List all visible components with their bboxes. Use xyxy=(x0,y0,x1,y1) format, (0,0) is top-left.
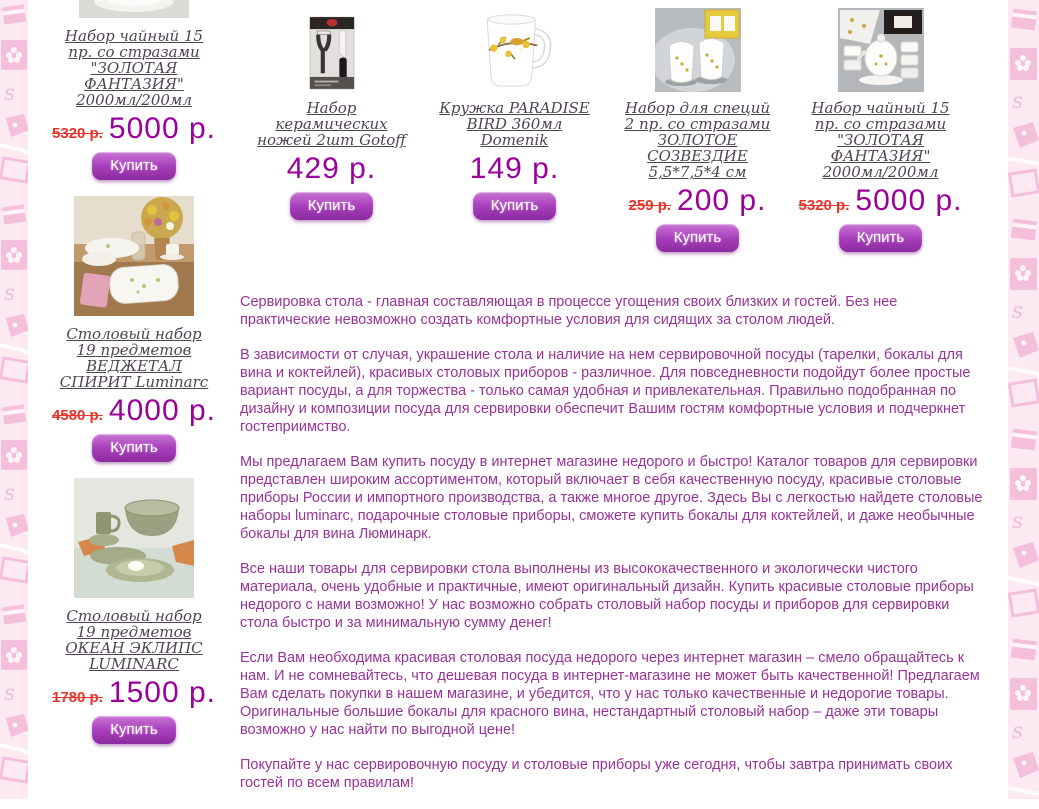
price-row xyxy=(789,184,972,218)
product-link[interactable]: Столовый набор 19 предметов ОКЕАН ЭКЛИПС LUMINARC xyxy=(65,607,203,673)
price: 1500 р. xyxy=(108,676,216,709)
product-image-dinner-set-floral[interactable] xyxy=(28,196,240,316)
price-row xyxy=(28,676,240,710)
price: 200 р. xyxy=(677,184,767,217)
product-link[interactable]: Набор керамических ножей 2шт Gotoff xyxy=(257,99,406,149)
product-image-ceramic-knives[interactable] xyxy=(240,0,423,92)
old-price: 4580 р. xyxy=(52,407,103,424)
article-paragraph: Если Вам необходима красивая столовая посуда недорого через интернет магазин – смело обращайтесь к нам. И не сомневайтесь, что дешевая посуда в интернет-магазине не может быть качественной! Предлагаем Вам сделать покупки в нашем магазине, и убедится, что у нас только качественные и недорогие товары. Оригинальные большие бокалы для красного вина, нестандартный столовый набор – даже эти товары возможно у нас найти по выгодной цене! xyxy=(240,650,980,738)
product-link[interactable]: Набор для специй 2 пр. со стразами ЗОЛОТОЕ СОЗВЕЗДИЕ 5,5*7,5*4 см xyxy=(624,99,771,181)
product-image-mug[interactable] xyxy=(423,0,606,92)
featured-product-mug-paradise-bird xyxy=(423,0,606,252)
buy-button[interactable]: Купить xyxy=(92,434,175,462)
article-paragraph: Сервировка стола - главная составляющая в процессе угощения своих близких и гостей. Без нее практические невозможно создать комфортные условия для сидящих за столом людей. xyxy=(240,294,898,328)
featured-product-ceramic-knives xyxy=(240,0,423,252)
product-link[interactable]: Кружка PARADISE BIRD 360мл Domenik xyxy=(439,99,590,149)
product-link[interactable]: Набор чайный 15 пр. со стразами "ЗОЛОТАЯ ФАНТАЗИЯ" 2000мл/200мл xyxy=(811,99,950,181)
buy-button[interactable]: Купить xyxy=(473,192,556,220)
buy-button[interactable]: Купить xyxy=(839,224,922,252)
sidebar-product-vegetal-spirit xyxy=(28,196,240,462)
product-image-smoked-glass-set[interactable] xyxy=(28,478,240,598)
price-row xyxy=(28,394,240,428)
price-row xyxy=(28,112,240,146)
price: 149 р. xyxy=(469,152,560,185)
buy-button[interactable]: Купить xyxy=(92,716,175,744)
price: 5000 р. xyxy=(855,184,963,217)
price-row xyxy=(606,184,789,218)
price: 4000 р. xyxy=(108,394,216,427)
old-price: 5320 р. xyxy=(798,197,850,214)
product-link[interactable]: Набор чайный 15 пр. со стразами "ЗОЛОТАЯ ФАНТАЗИЯ" 2000мл/200мл xyxy=(64,27,204,109)
buy-button[interactable]: Купить xyxy=(290,192,373,220)
article-paragraph: Мы предлагаем Вам купить посуду в интернет магазине недорого и быстро! Каталог товаров для сервировки представлен широким ассортиментом, который включает в себя качественную посуду, красивые столовые приборы России и импортного производства, а также многое другое. Здесь Вы с легкостью найдете столовые наборы luminarc, подарочные столовые приборы, сможете купить бокалы для коктейлей, и даже необычные бокалы для вина Люминарк. xyxy=(240,454,983,542)
old-price: 5320 р. xyxy=(52,125,103,142)
sidebar-product-ocean-eclipse xyxy=(28,478,240,744)
price-row xyxy=(423,152,606,186)
sidebar-product-list xyxy=(28,0,240,758)
product-image-spice-shakers[interactable] xyxy=(606,0,789,92)
sidebar-product-tea-set xyxy=(28,0,240,180)
article-paragraph: Покупайте у нас сервировочную посуду и столовые приборы уже сегодня, чтобы завтра принимать своих гостей по всем правилам! xyxy=(240,757,953,791)
buy-button[interactable]: Купить xyxy=(656,224,739,252)
featured-product-tea-set xyxy=(789,0,972,252)
buy-button[interactable]: Купить xyxy=(92,152,175,180)
price-row xyxy=(240,152,423,186)
product-link[interactable]: Столовый набор 19 предметов ВЕДЖЕТАЛ СПИРИТ Luminarc xyxy=(59,325,209,391)
article-paragraph: Все наши товары для сервировки стола выполнены из высококачественного и экологически чистого материала, очень удобные и практичные, имеют оригинальный дизайн. Купить красивые столовые приборы недорого с нами возможно! У нас возможно собрать столовый набор посуды и приборов для сервировки стола быстро и за минимальную сумму денег! xyxy=(240,561,974,631)
product-image-tea-set[interactable] xyxy=(789,0,972,92)
featured-product-spice-set xyxy=(606,0,789,252)
price: 5000 р. xyxy=(108,112,216,145)
article-paragraph: В зависимости от случая, украшение стола и наличие на нем сервировочной посуды (тарелки, бокалы для вина и коктейлей), красивых столовых приборов - различное. Для повседневности подойдут более простые вариант посуды, а для торжества - только самая удобная и привлекательная. Правильно подобранная по дизайну и композиции посуда для сервировки обеспечит Вашим гостям комфортные условия и подчеркнет гостеприимство. xyxy=(240,347,971,435)
price: 429 р. xyxy=(286,152,377,185)
old-price: 1780 р. xyxy=(52,689,103,706)
old-price: 259 р. xyxy=(628,197,672,214)
seo-article xyxy=(240,293,990,809)
background-pattern-left xyxy=(0,0,28,799)
background-pattern-right xyxy=(1008,0,1039,799)
product-image-tea-set-cropped[interactable] xyxy=(28,0,240,18)
featured-products-row xyxy=(240,0,1008,252)
